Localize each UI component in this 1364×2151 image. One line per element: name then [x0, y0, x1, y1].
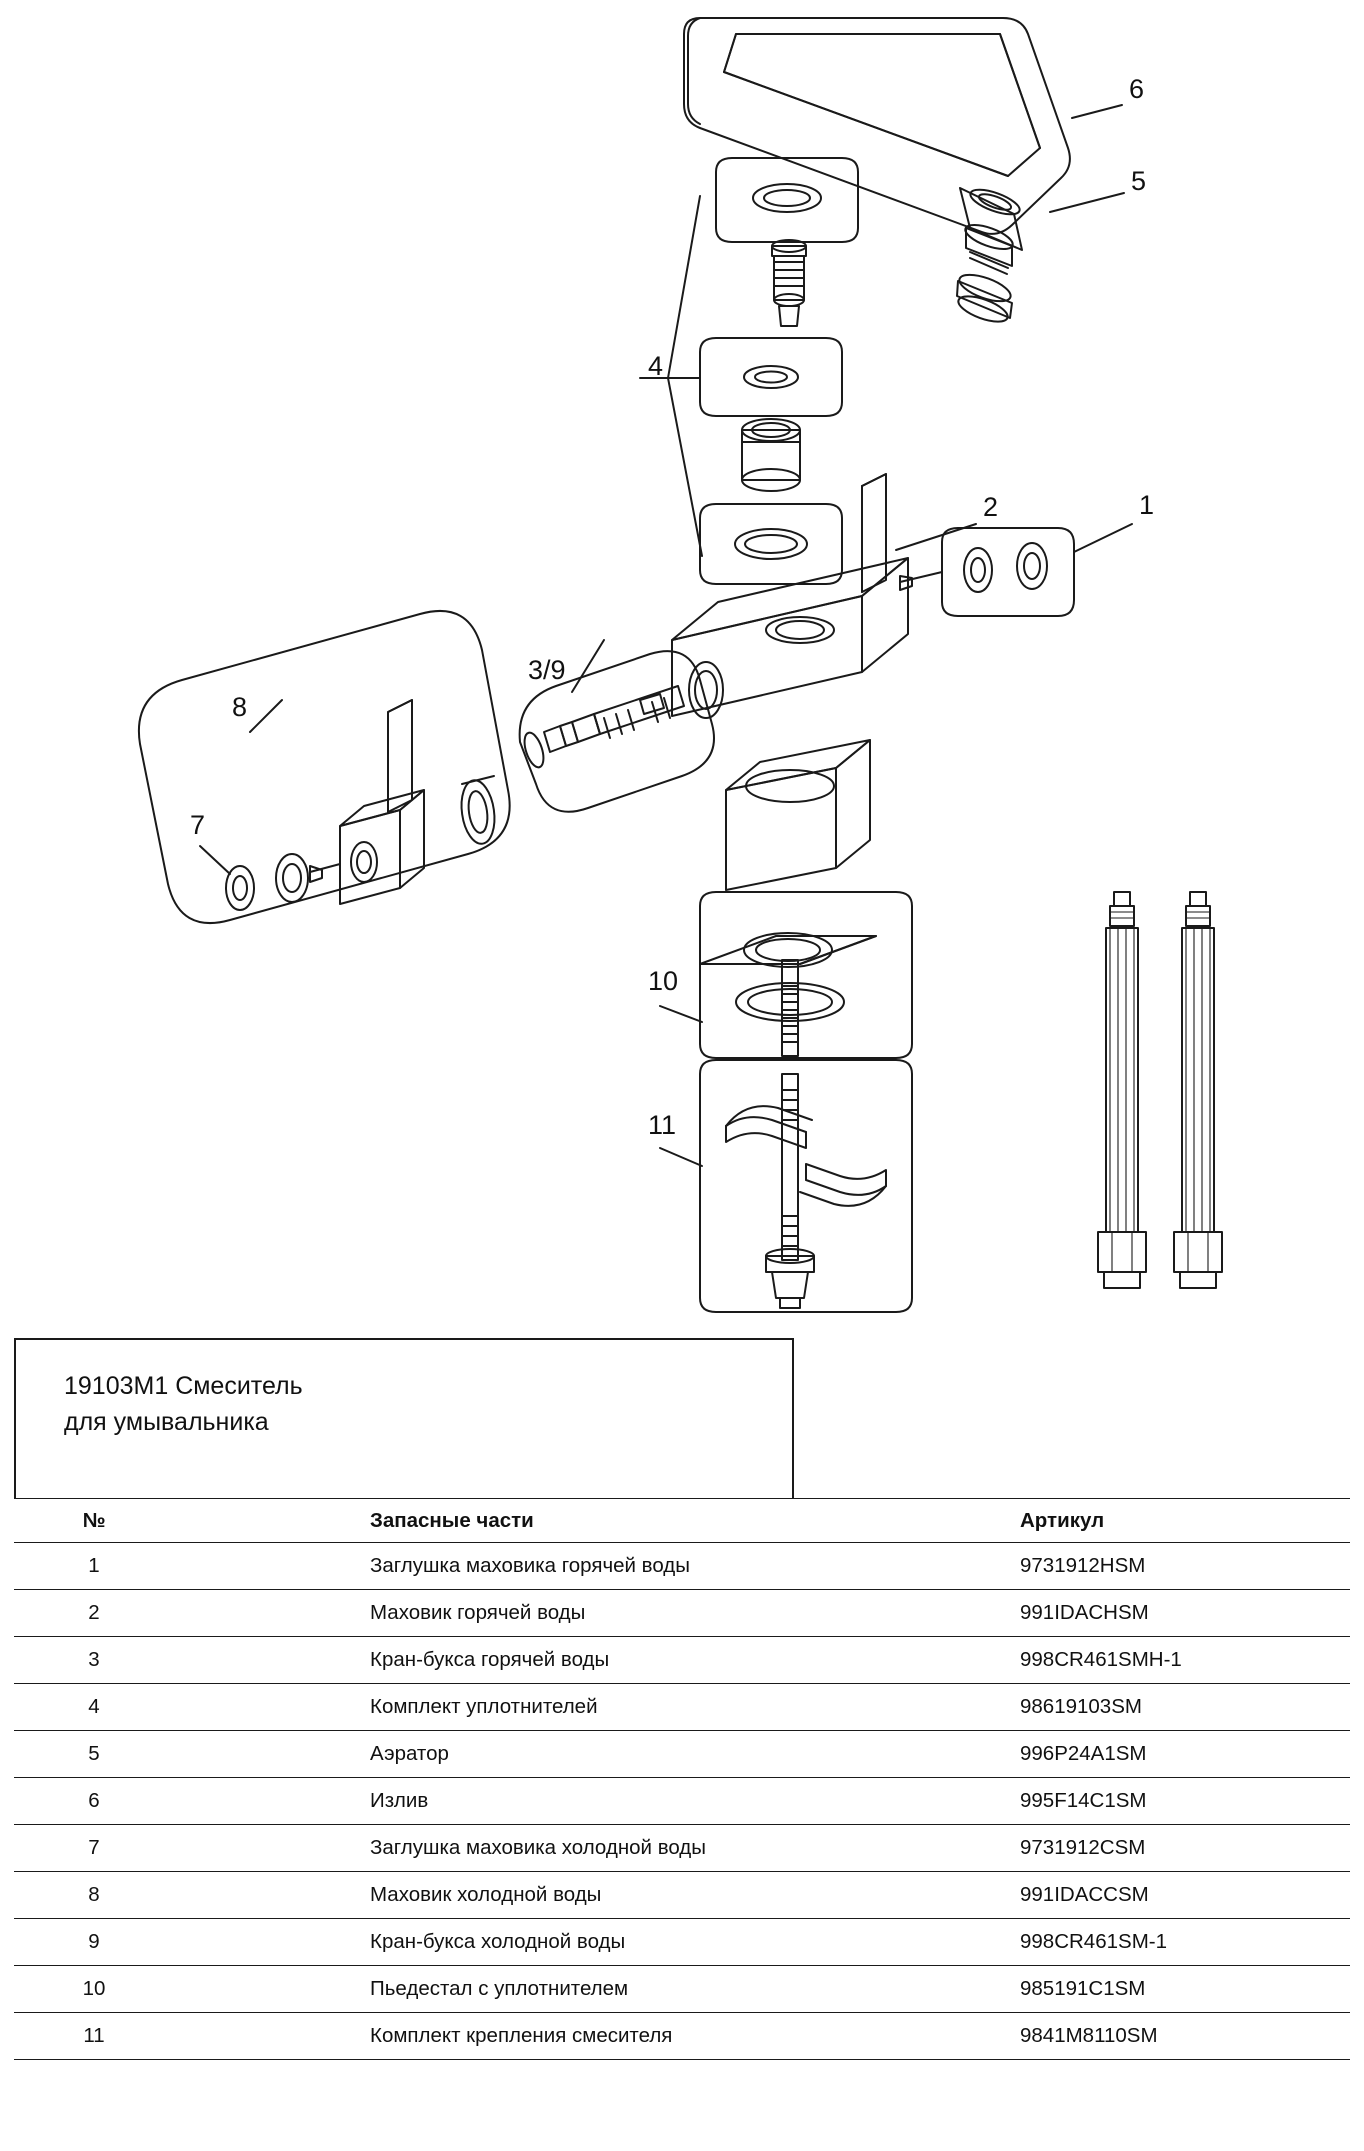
table-row: [14, 1684, 1350, 1731]
cell-number: 5: [14, 1731, 174, 1778]
part-hoses: [1098, 892, 1222, 1288]
part-cold-cap: [226, 854, 340, 910]
table-row: [14, 1543, 1350, 1590]
cell-article: 9841M8110SM: [1004, 2013, 1350, 2060]
cell-number: 6: [14, 1778, 174, 1825]
cell-number: 10: [14, 1966, 174, 2013]
cell-number: 1: [14, 1543, 174, 1590]
part-cold-handle-group: [139, 611, 510, 923]
product-title-line-1: 19103M1 Смеситель: [64, 1372, 303, 1400]
cell-number: 11: [14, 2013, 174, 2060]
title-block: [14, 1338, 794, 1498]
cell-part: Пьедестал с уплотнителем: [174, 1966, 1004, 2013]
cell-number: 7: [14, 1825, 174, 1872]
cell-part: Аэратор: [174, 1731, 1004, 1778]
part-mixer-body: [672, 558, 908, 890]
cell-article: 995F14C1SM: [1004, 1778, 1350, 1825]
cell-part: Заглушка маховика холодной воды: [174, 1825, 1004, 1872]
cell-part: Кран-букса горячей воды: [174, 1637, 1004, 1684]
header-article: Артикул: [1004, 1499, 1350, 1543]
header-part: Запасные части: [174, 1499, 1004, 1543]
cell-number: 3: [14, 1637, 174, 1684]
callout-11: 11: [648, 1110, 677, 1140]
table-row: [14, 1590, 1350, 1637]
cell-article: 998CR461SM-1: [1004, 1919, 1350, 1966]
cell-part: Комплект уплотнителей: [174, 1684, 1004, 1731]
cell-article: 9731912CSM: [1004, 1825, 1350, 1872]
part-hot-handle: [862, 474, 886, 592]
callout-7: 7: [190, 810, 206, 840]
part-mounting-kit: [700, 1060, 912, 1312]
callout-6: 6: [1129, 74, 1145, 104]
callout-1: 1: [1139, 490, 1155, 520]
table-row: [14, 1872, 1350, 1919]
table-row: [14, 1919, 1350, 1966]
cell-part: Заглушка маховика горячей воды: [174, 1543, 1004, 1590]
part-seal-kit: [700, 158, 858, 584]
cell-article: 9731912HSM: [1004, 1543, 1350, 1590]
cell-part: Комплект крепления смесителя: [174, 2013, 1004, 2060]
cell-article: 98619103SM: [1004, 1684, 1350, 1731]
cell-number: 4: [14, 1684, 174, 1731]
cell-part: Маховик горячей воды: [174, 1590, 1004, 1637]
table-row: [14, 1778, 1350, 1825]
callout-2: 2: [983, 492, 999, 522]
header-number: №: [14, 1499, 174, 1543]
cell-part: Маховик холодной воды: [174, 1872, 1004, 1919]
cell-article: 998CR461SMH-1: [1004, 1637, 1350, 1684]
cell-part: Излив: [174, 1778, 1004, 1825]
spare-parts-table: [14, 1498, 1350, 2060]
callout-8: 8: [232, 692, 248, 722]
cell-number: 9: [14, 1919, 174, 1966]
table-row: [14, 1825, 1350, 1872]
cell-part: Кран-букса холодной воды: [174, 1919, 1004, 1966]
callout-10: 10: [648, 966, 679, 996]
callout-4: 4: [648, 351, 664, 381]
cell-article: 985191C1SM: [1004, 1966, 1350, 2013]
cell-number: 8: [14, 1872, 174, 1919]
table-row: [14, 1966, 1350, 2013]
product-title-line-2: для умывальника: [64, 1408, 269, 1437]
callout-5: 5: [1131, 166, 1147, 196]
cell-article: 996P24A1SM: [1004, 1731, 1350, 1778]
table-row: [14, 2013, 1350, 2060]
table-row: [14, 1637, 1350, 1684]
callout-3-9: 3/9: [528, 655, 566, 685]
table-row: [14, 1731, 1350, 1778]
cell-article: 991IDACHSM: [1004, 1590, 1350, 1637]
cell-article: 991IDACCSM: [1004, 1872, 1350, 1919]
table-header-row: [14, 1499, 1350, 1543]
cell-number: 2: [14, 1590, 174, 1637]
part-pedestal: [700, 892, 912, 1058]
